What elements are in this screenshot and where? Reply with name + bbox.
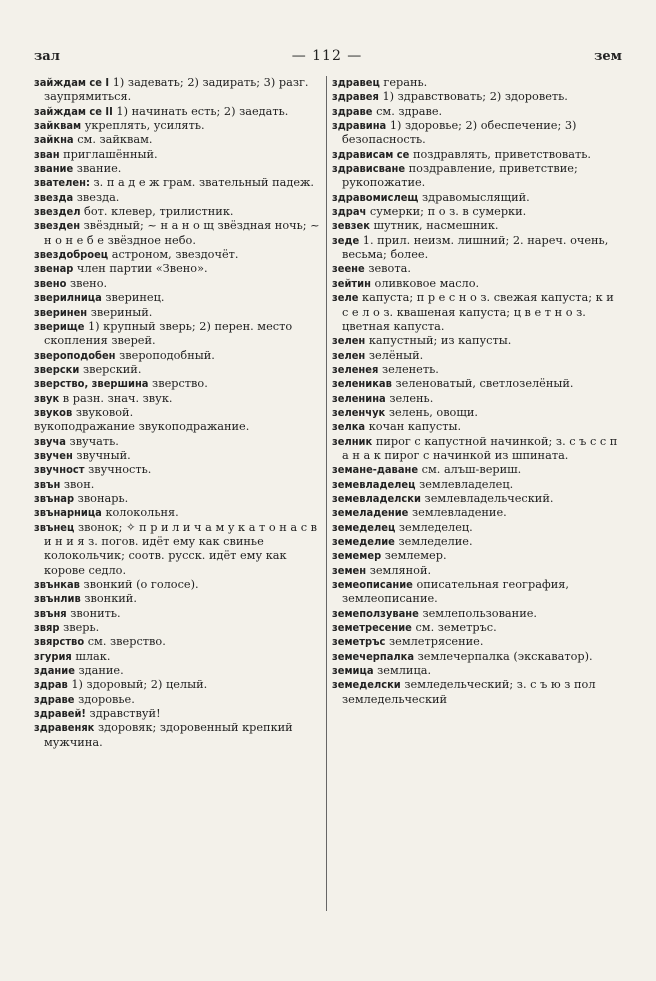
- dictionary-entry: зайждам се I 1) задевать; 2) задирать; 3) разг. заупрямиться.: [34, 76, 309, 104]
- dictionary-entry: зеленина зелень.: [332, 391, 434, 405]
- dictionary-entry: зайквам укреплять, усилять.: [34, 119, 205, 133]
- dictionary-entry: звуча звучать.: [34, 434, 119, 448]
- dictionary-entry: зелен зелёный.: [332, 348, 424, 362]
- dictionary-entry: здравей! здравствуй!: [34, 707, 161, 721]
- dictionary-entry: зелник пирог с капустной начинкой; з. с ъ с с п а н а к пирог с начинкой из шпината.: [332, 434, 618, 462]
- dictionary-entry: звън звон.: [34, 477, 95, 491]
- dictionary-entry: зеленея зеленеть.: [332, 362, 439, 376]
- dictionary-entry: земеделски земледельческий; з. с ъ ю з пол земледельческий: [332, 678, 596, 706]
- dictionary-entry: здраве здоровье.: [34, 692, 135, 706]
- dictionary-entry: здравомислещ здравомыслящий.: [332, 190, 530, 204]
- dictionary-entry: зелен капустный; из капусты.: [332, 334, 512, 348]
- dictionary-entry: зевзек шутник, насмешник.: [332, 219, 499, 233]
- dictionary-entry: здрач сумерки; п о з. в сумерки.: [332, 205, 527, 219]
- right-guide-word: зем: [594, 49, 622, 64]
- dictionary-entry: земетресение см. земетръс.: [332, 621, 497, 635]
- dictionary-entry: звероподобен звероподобный.: [34, 348, 215, 362]
- dictionary-entry: звярство см. зверство.: [34, 635, 166, 649]
- dictionary-entry: звучност звучность.: [34, 463, 152, 477]
- dictionary-entry: здравеняк здоровяк; здоровенный крепкий мужчина.: [34, 721, 293, 749]
- dictionary-entry: земеползуване землепользование.: [332, 606, 537, 620]
- dictionary-entry: земечерпалка землечерпалка (экскаватор).: [332, 649, 593, 663]
- dictionary-entry: звънарница колокольня.: [34, 506, 179, 520]
- dictionary-entry: звук в разн. знач. звук.: [34, 391, 173, 405]
- dictionary-entry: звездел бот. клевер, трилистник.: [34, 205, 234, 219]
- right-column: [332, 76, 622, 911]
- dictionary-entry: зайкна см. зайквам.: [34, 133, 153, 147]
- dictionary-entry: земевладелец землевладелец.: [332, 477, 514, 491]
- dictionary-entry: зеене зевота.: [332, 262, 411, 276]
- dictionary-entry: звънец звонок; ✧ п р и л и ч а м у к а т о н а с в и н и я з. погов. идёт ему как свинье колокольчик; соотв. русск. идёт ему как корове седло.: [34, 520, 317, 577]
- dictionary-entry: земетръс землетрясение.: [332, 635, 484, 649]
- dictionary-entry: земеладение землевладение.: [332, 506, 507, 520]
- dictionary-entry: зеде 1. прил. неизм. лишний; 2. нареч. очень, весьма; более.: [332, 233, 609, 262]
- dictionary-entry: зверище 1) крупный зверь; 2) перен. место скопления зверей.: [34, 319, 293, 348]
- dictionary-entry: звено звено.: [34, 276, 108, 290]
- page-number: — 112 —: [291, 48, 363, 64]
- left-column: [34, 76, 322, 911]
- dictionary-entry: здравея 1) здравствовать; 2) здороветь.: [332, 90, 568, 104]
- dictionary-entry: зван приглашённый.: [34, 147, 158, 161]
- dictionary-entry: земеописание описательная география, землеописание.: [332, 578, 570, 606]
- dictionary-entry: звънлив звонкий.: [34, 592, 137, 606]
- dictionary-entry: здраве см. здраве.: [332, 104, 443, 118]
- dictionary-entry: земеделие земледелие.: [332, 535, 473, 548]
- dictionary-entry: звуков звуковой.: [34, 405, 134, 419]
- dictionary-entry: зверство, звершина зверство.: [34, 377, 208, 391]
- dictionary-entry: зеле капуста; п р е с н о з. свежая капуста; к и с е л о з. квашеная капуста; ц в е т н о з. цветная капуста.: [332, 291, 614, 333]
- dictionary-entry: зейтин оливковое масло.: [332, 276, 480, 290]
- dictionary-entry: звъня звонить.: [34, 606, 121, 620]
- dictionary-entry: вукоподражание звукоподражание.: [34, 420, 250, 434]
- dictionary-entry: звателен: з. п а д е ж грам. звательный падеж.: [34, 176, 314, 190]
- dictionary-entry: звучен звучный.: [34, 448, 131, 462]
- page-header: [34, 48, 622, 64]
- dictionary-entry: зеленчук зелень, овощи.: [332, 405, 478, 419]
- dictionary-entry: здрависване поздравление, приветствие; рукопожатие.: [332, 162, 578, 190]
- dictionary-entry: згурия шлак.: [34, 649, 111, 663]
- dictionary-entry: звяр зверь.: [34, 621, 100, 635]
- dictionary-entry: здрав 1) здоровый; 2) целый.: [34, 678, 208, 692]
- dictionary-entry: земеделец земледелец.: [332, 520, 473, 534]
- dictionary-entry: звезден звёздный; ~ н а н о щ звёздная ночь; ~ н о н е б е звёздное небо.: [34, 219, 320, 247]
- dictionary-entry: зеленикав зеленоватый, светлозелёный.: [332, 377, 574, 391]
- dictionary-entry: звезда звезда.: [34, 190, 120, 204]
- dictionary-entry: звенар член партии «Звено».: [34, 262, 208, 276]
- dictionary-entry: земане-даване см. алъш-вериш.: [332, 463, 522, 477]
- dictionary-entry: земевладелски землевладельческий.: [332, 491, 554, 505]
- dictionary-entry: земен земляной.: [332, 563, 432, 577]
- dictionary-entry: звание звание.: [34, 162, 122, 176]
- dictionary-entry: звънкав звонкий (о голосе).: [34, 578, 199, 592]
- dictionary-entry: зверски зверский.: [34, 362, 142, 376]
- dictionary-entry: зверилница зверинец.: [34, 291, 165, 305]
- dictionary-entry: зелка кочан капусты.: [332, 420, 462, 434]
- dictionary-entry: зайждам се II 1) начинать есть; 2) заедать.: [34, 104, 289, 118]
- dictionary-entry: здравина 1) здоровье; 2) обеспечение; 3) безопасность.: [332, 119, 577, 147]
- dictionary-entry: земемер землемер.: [332, 549, 447, 563]
- column-divider: [326, 76, 327, 911]
- dictionary-entry: здание здание.: [34, 664, 124, 678]
- left-guide-word: зал: [34, 49, 60, 64]
- dictionary-entry: земица землица.: [332, 664, 432, 678]
- dictionary-entry: звездоброец астроном, звездочёт.: [34, 248, 239, 262]
- dictionary-entry: зверинен звериный.: [34, 305, 153, 319]
- dictionary-entry: здравец герань.: [332, 76, 428, 89]
- dictionary-entry: звънар звонарь.: [34, 491, 129, 505]
- dictionary-entry: здрависам се поздравлять, приветствовать.: [332, 147, 592, 161]
